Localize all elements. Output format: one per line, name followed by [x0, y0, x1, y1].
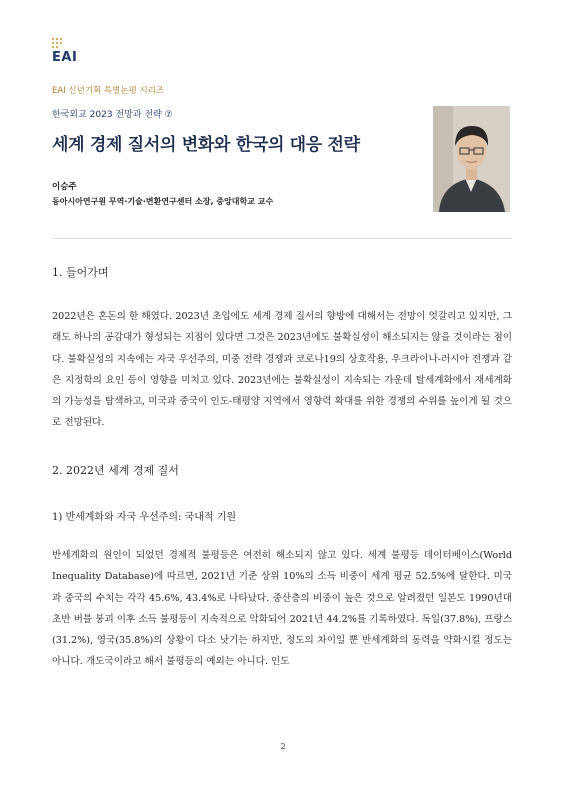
- paragraph: 반세계화의 원인이 되었던 경제적 불평등은 여전히 해소되지 않고 있다. 세계 불평등 데이터베이스(World Inequality Database)에 따르면, 2021년 기준 상위 10%의 소득 비중이 세계 평균 52.5%에 달한다. 미국과 중국의 수치는 각각 45.6%, 43.4%로 나타났다. 중산층의 비중이 높은 것으로 알려졌던 일본도 1990년대 초반 버블 붕괴 이후 소득 불평등이 지속적으로 악화되어 2021년 44.2%를 기록하였다. 독일(37.8%), 프랑스(31.2%), 영국(35.8%)의 상황이 다소 낫기는 하지만, 정도의 차이일 뿐 반세계화의 동력을 약화시킬 정도는 아니다. 개도국이라고 해서 불평등의 예외는 아니다. 인도: [52, 550, 512, 668]
- subsection-heading: 1) 반세계화와 자국 우선주의: 국내적 기원: [52, 512, 237, 523]
- paragraph: 2022년은 혼돈의 한 해였다. 2023년 초입에도 세계 경제 질서의 향방에 대해서는 전망이 엇갈리고 있지만, 그래도 하나의 공감대가 형성되는 지점이 있다면 그것은 2023년에도 불확실성이 해소되지는 않을 것이라는 점이다. 불확실성의 지속에는 자국 우선주의, 미중 전략 경쟁과 코로나19의 상호작용, 우크라이나-러시아 전쟁과 같은 지정학의 요인 등이 영향을 미치고 있다. 2023년에는 불확실성이 지속되는 가운데 탈세계화에서 재세계화의 가능성을 탐색하고, 미국과 중국이 인도-태평양 지역에서 영향력 확대를 위한 경쟁의 수위를 높이게 될 것으로 전망된다.: [52, 311, 512, 429]
- eai-logo: [52, 38, 112, 66]
- author-name: 이승주: [52, 182, 77, 192]
- author-affiliation: 동아시아연구원 무역·기술·변환연구센터 소장, 중앙대학교 교수: [52, 197, 274, 206]
- logo-dots-icon: [52, 38, 66, 50]
- subseries-label: 한국외교 2023 전망과 전략 ⑦: [52, 110, 173, 120]
- header-divider: [52, 238, 512, 239]
- logo-text: EAI: [52, 50, 78, 65]
- series-label: EAI 신년기획 특별논평 시리즈: [52, 86, 165, 96]
- section-heading: 2. 2022년 세계 경제 질서: [52, 464, 179, 477]
- page-number: 2: [280, 742, 286, 751]
- section-heading: 1. 들어가며: [52, 266, 109, 279]
- page-title: 세계 경제 질서의 변화와 한국의 대응 전략: [52, 135, 360, 155]
- author-photo: [433, 106, 510, 212]
